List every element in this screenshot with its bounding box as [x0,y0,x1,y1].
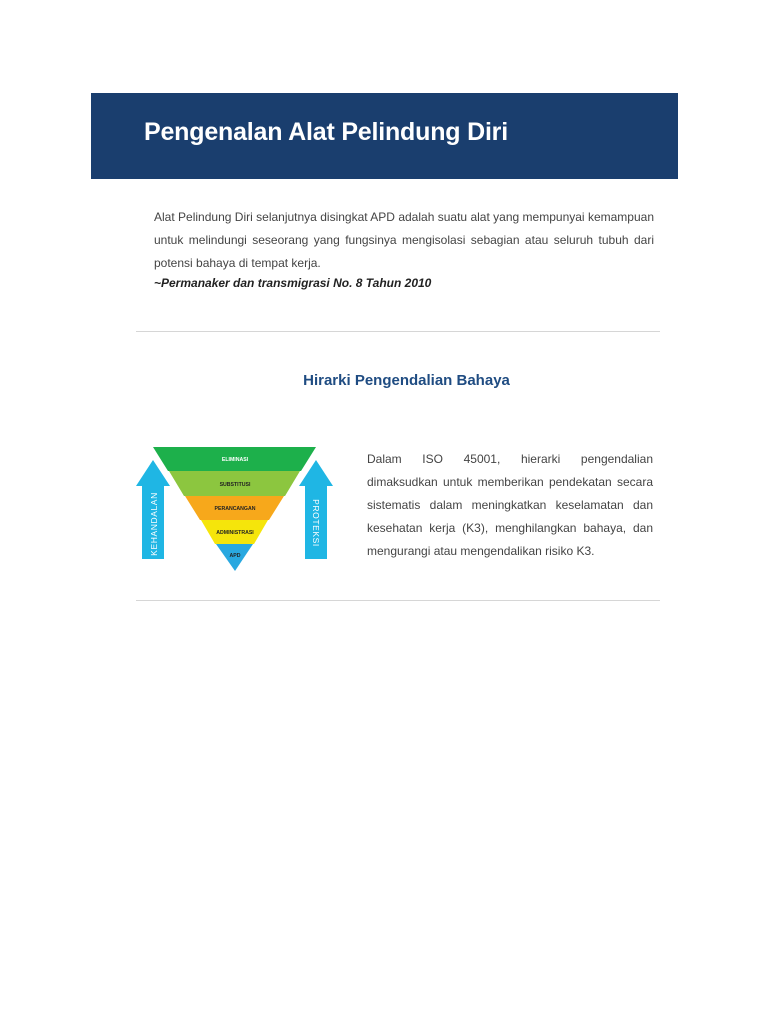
regulation-source: ~Permanaker dan transmigrasi No. 8 Tahun 2010 [154,276,432,290]
page-title: Pengenalan Alat Pelindung Diri [144,118,508,146]
level-apd-label: APD [229,553,241,559]
level-administrasi-label: ADMINISTRASI [216,530,254,536]
title-banner [91,93,678,179]
proteksi-label: PROTEKSI [311,499,321,547]
proteksi-arrow [299,460,333,559]
hierarchy-diagram [134,444,338,574]
apd-definition-text: Alat Pelindung Diri selanjutnya disingkat APD adalah suatu alat yang mempunyai kemampuan untuk melindungi seseorang yang fungsinya mengisolasi sebagian atau seluruh tubuh dari potensi bahaya di tempat kerja. [154,210,654,270]
divider-bottom [136,600,660,601]
iso-description: Dalam ISO 45001, hierarki pengendalian dimaksudkan untuk memberikan pendekatan secara sistematis dalam meningkatkan keselamatan dan kesehatan kerja (K3), menghilangkan bahaya, dan mengurangi atau mengendalikan risiko K3. [367,452,653,558]
kehandalan-label: KEHANDALAN [149,492,159,556]
level-substitusi-label: SUBSTITUSI [219,482,251,488]
section-title: Hirarki Pengendalian Bahaya [303,372,510,389]
kehandalan-arrow [136,460,170,559]
divider-top [136,331,660,332]
hierarchy-pyramid [153,447,316,571]
level-perancangan-label: PERANCANGAN [214,506,256,512]
level-eliminasi-label: ELIMINASI [221,457,249,463]
